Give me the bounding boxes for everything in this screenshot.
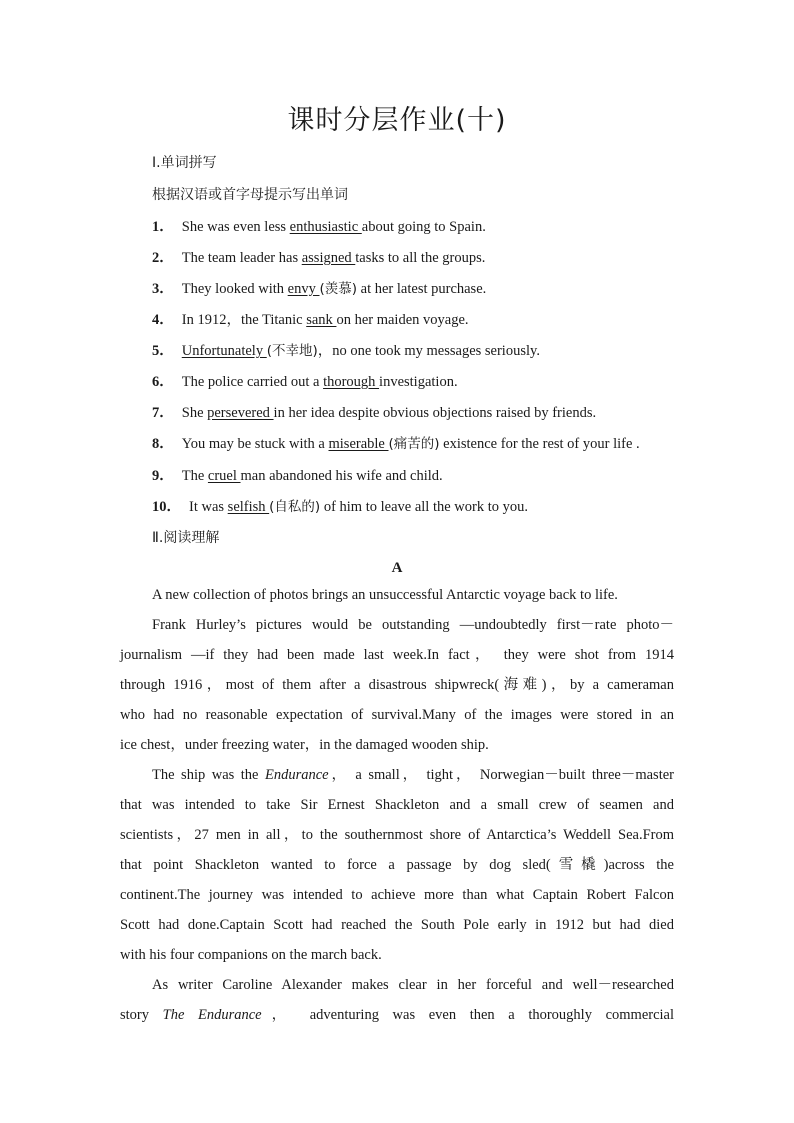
answer-word: miserable bbox=[328, 436, 389, 452]
answer-word: selfish bbox=[227, 499, 270, 515]
section-heading-reading: Ⅱ.阅读理解 bbox=[152, 530, 220, 546]
answer-word: sank bbox=[306, 312, 337, 328]
item-text: investigation. bbox=[379, 374, 458, 390]
item-text: They looked with bbox=[181, 281, 288, 297]
item-text: The team leader has bbox=[181, 250, 302, 266]
item-number: 6． bbox=[152, 374, 174, 390]
hint-text: (羡慕) bbox=[319, 281, 358, 297]
item-text: about going to Spain. bbox=[361, 219, 486, 235]
answer-word: thorough bbox=[323, 374, 380, 390]
paragraph-line: who had no reasonable expectation of survival.Many of the images were stored in an bbox=[120, 707, 674, 723]
section-heading-spelling: Ⅰ.单词拼写 bbox=[152, 155, 217, 171]
answer-word: cruel bbox=[207, 468, 241, 484]
item-number: 10． bbox=[152, 499, 181, 515]
item-text: in her idea despite obvious objections raised by friends. bbox=[273, 405, 597, 421]
list-item bbox=[152, 467, 443, 485]
item-text: on her maiden voyage. bbox=[336, 312, 469, 328]
passage-letter: A bbox=[391, 560, 403, 576]
list-item bbox=[152, 342, 540, 360]
page-title: 课时分层作业(十) bbox=[287, 105, 507, 136]
hint-text: (不幸地) bbox=[266, 343, 318, 359]
paragraph-line: with his four companions on the march back. bbox=[120, 947, 382, 963]
paragraph-line: As writer Caroline Alexander makes clear in her forceful and well－researched bbox=[152, 977, 674, 993]
answer-word: envy bbox=[287, 281, 320, 297]
list-item bbox=[152, 373, 458, 391]
item-number: 8． bbox=[152, 436, 174, 452]
item-number: 7． bbox=[152, 405, 174, 421]
item-text: of him to leave all the work to you. bbox=[320, 499, 528, 515]
list-item bbox=[152, 311, 469, 329]
item-number: 4． bbox=[152, 312, 174, 328]
paragraph-line: ice chest，under freezing water，in the damaged wooden ship. bbox=[120, 737, 489, 753]
paragraph-text: story bbox=[120, 1007, 163, 1023]
paragraph-line: A new collection of photos brings an unsuccessful Antarctic voyage back to life. bbox=[152, 587, 618, 603]
item-text: existence for the rest of your life . bbox=[439, 436, 640, 452]
passage-body bbox=[120, 580, 674, 1030]
item-number: 5． bbox=[152, 343, 174, 359]
paragraph-line: Scott had done.Captain Scott had reached the South Pole early in 1912 but had died bbox=[120, 917, 674, 933]
item-text: She was even less bbox=[181, 219, 290, 235]
paragraph-text: The ship was the bbox=[152, 767, 265, 783]
paragraph-line bbox=[120, 760, 674, 790]
list-item bbox=[152, 249, 485, 267]
answer-word: Unfortunately bbox=[181, 343, 267, 359]
hint-text: (自私的) bbox=[269, 499, 321, 515]
item-text: The bbox=[181, 468, 208, 484]
book-title: The Endurance bbox=[162, 1007, 262, 1023]
item-number: 1． bbox=[152, 219, 174, 235]
item-text: tasks to all the groups. bbox=[355, 250, 486, 266]
paragraph-text: ， adventuring was even then a thoroughly commercial bbox=[261, 1007, 675, 1023]
section-instruction: 根据汉语或首字母提示写出单词 bbox=[152, 187, 348, 203]
paragraph-line: that was intended to take Sir Ernest Shackleton and a small crew of seamen and bbox=[120, 797, 674, 813]
list-item bbox=[152, 498, 528, 516]
item-text: It was bbox=[189, 499, 228, 515]
item-number: 3． bbox=[152, 281, 174, 297]
paragraph-line: scientists，27 men in all，to the southernmost shore of Antarctica’s Weddell Sea.From bbox=[120, 827, 674, 843]
answer-word: persevered bbox=[207, 405, 274, 421]
answer-word: assigned bbox=[301, 250, 356, 266]
answer-word: enthusiastic bbox=[289, 219, 362, 235]
item-text: The police carried out a bbox=[181, 374, 324, 390]
item-text: You may be stuck with a bbox=[181, 436, 329, 452]
list-item bbox=[152, 404, 596, 422]
paragraph-line: continent.The journey was intended to achieve more than what Captain Robert Falcon bbox=[120, 887, 674, 903]
hint-text: (痛苦的) bbox=[388, 436, 440, 452]
list-item bbox=[152, 280, 486, 298]
item-number: 9． bbox=[152, 468, 174, 484]
paragraph-line: that point Shackleton wanted to force a passage by dog sled(雪橇)across the bbox=[120, 857, 674, 873]
paragraph-line: Frank Hurley’s pictures would be outstanding —undoubtedly first－rate photo－ bbox=[152, 617, 674, 633]
item-text: man abandoned his wife and child. bbox=[240, 468, 443, 484]
paragraph-text: ， a small， tight， Norwegian－built three－master bbox=[328, 767, 674, 783]
item-text: at her latest purchase. bbox=[357, 281, 487, 297]
item-text: She bbox=[181, 405, 208, 421]
ship-name: Endurance bbox=[265, 767, 329, 783]
paragraph-line: journalism —if they had been made last week.In fact， they were shot from 1914 bbox=[120, 647, 674, 663]
item-text: ，no one took my messages seriously. bbox=[317, 343, 540, 359]
item-text: In 1912，the Titanic bbox=[181, 312, 307, 328]
paragraph-line bbox=[120, 1000, 674, 1030]
list-item bbox=[152, 218, 486, 236]
item-number: 2． bbox=[152, 250, 174, 266]
list-item bbox=[152, 435, 640, 453]
paragraph-line: through 1916，most of them after a disastrous shipwreck(海难)，by a cameraman bbox=[120, 677, 674, 693]
